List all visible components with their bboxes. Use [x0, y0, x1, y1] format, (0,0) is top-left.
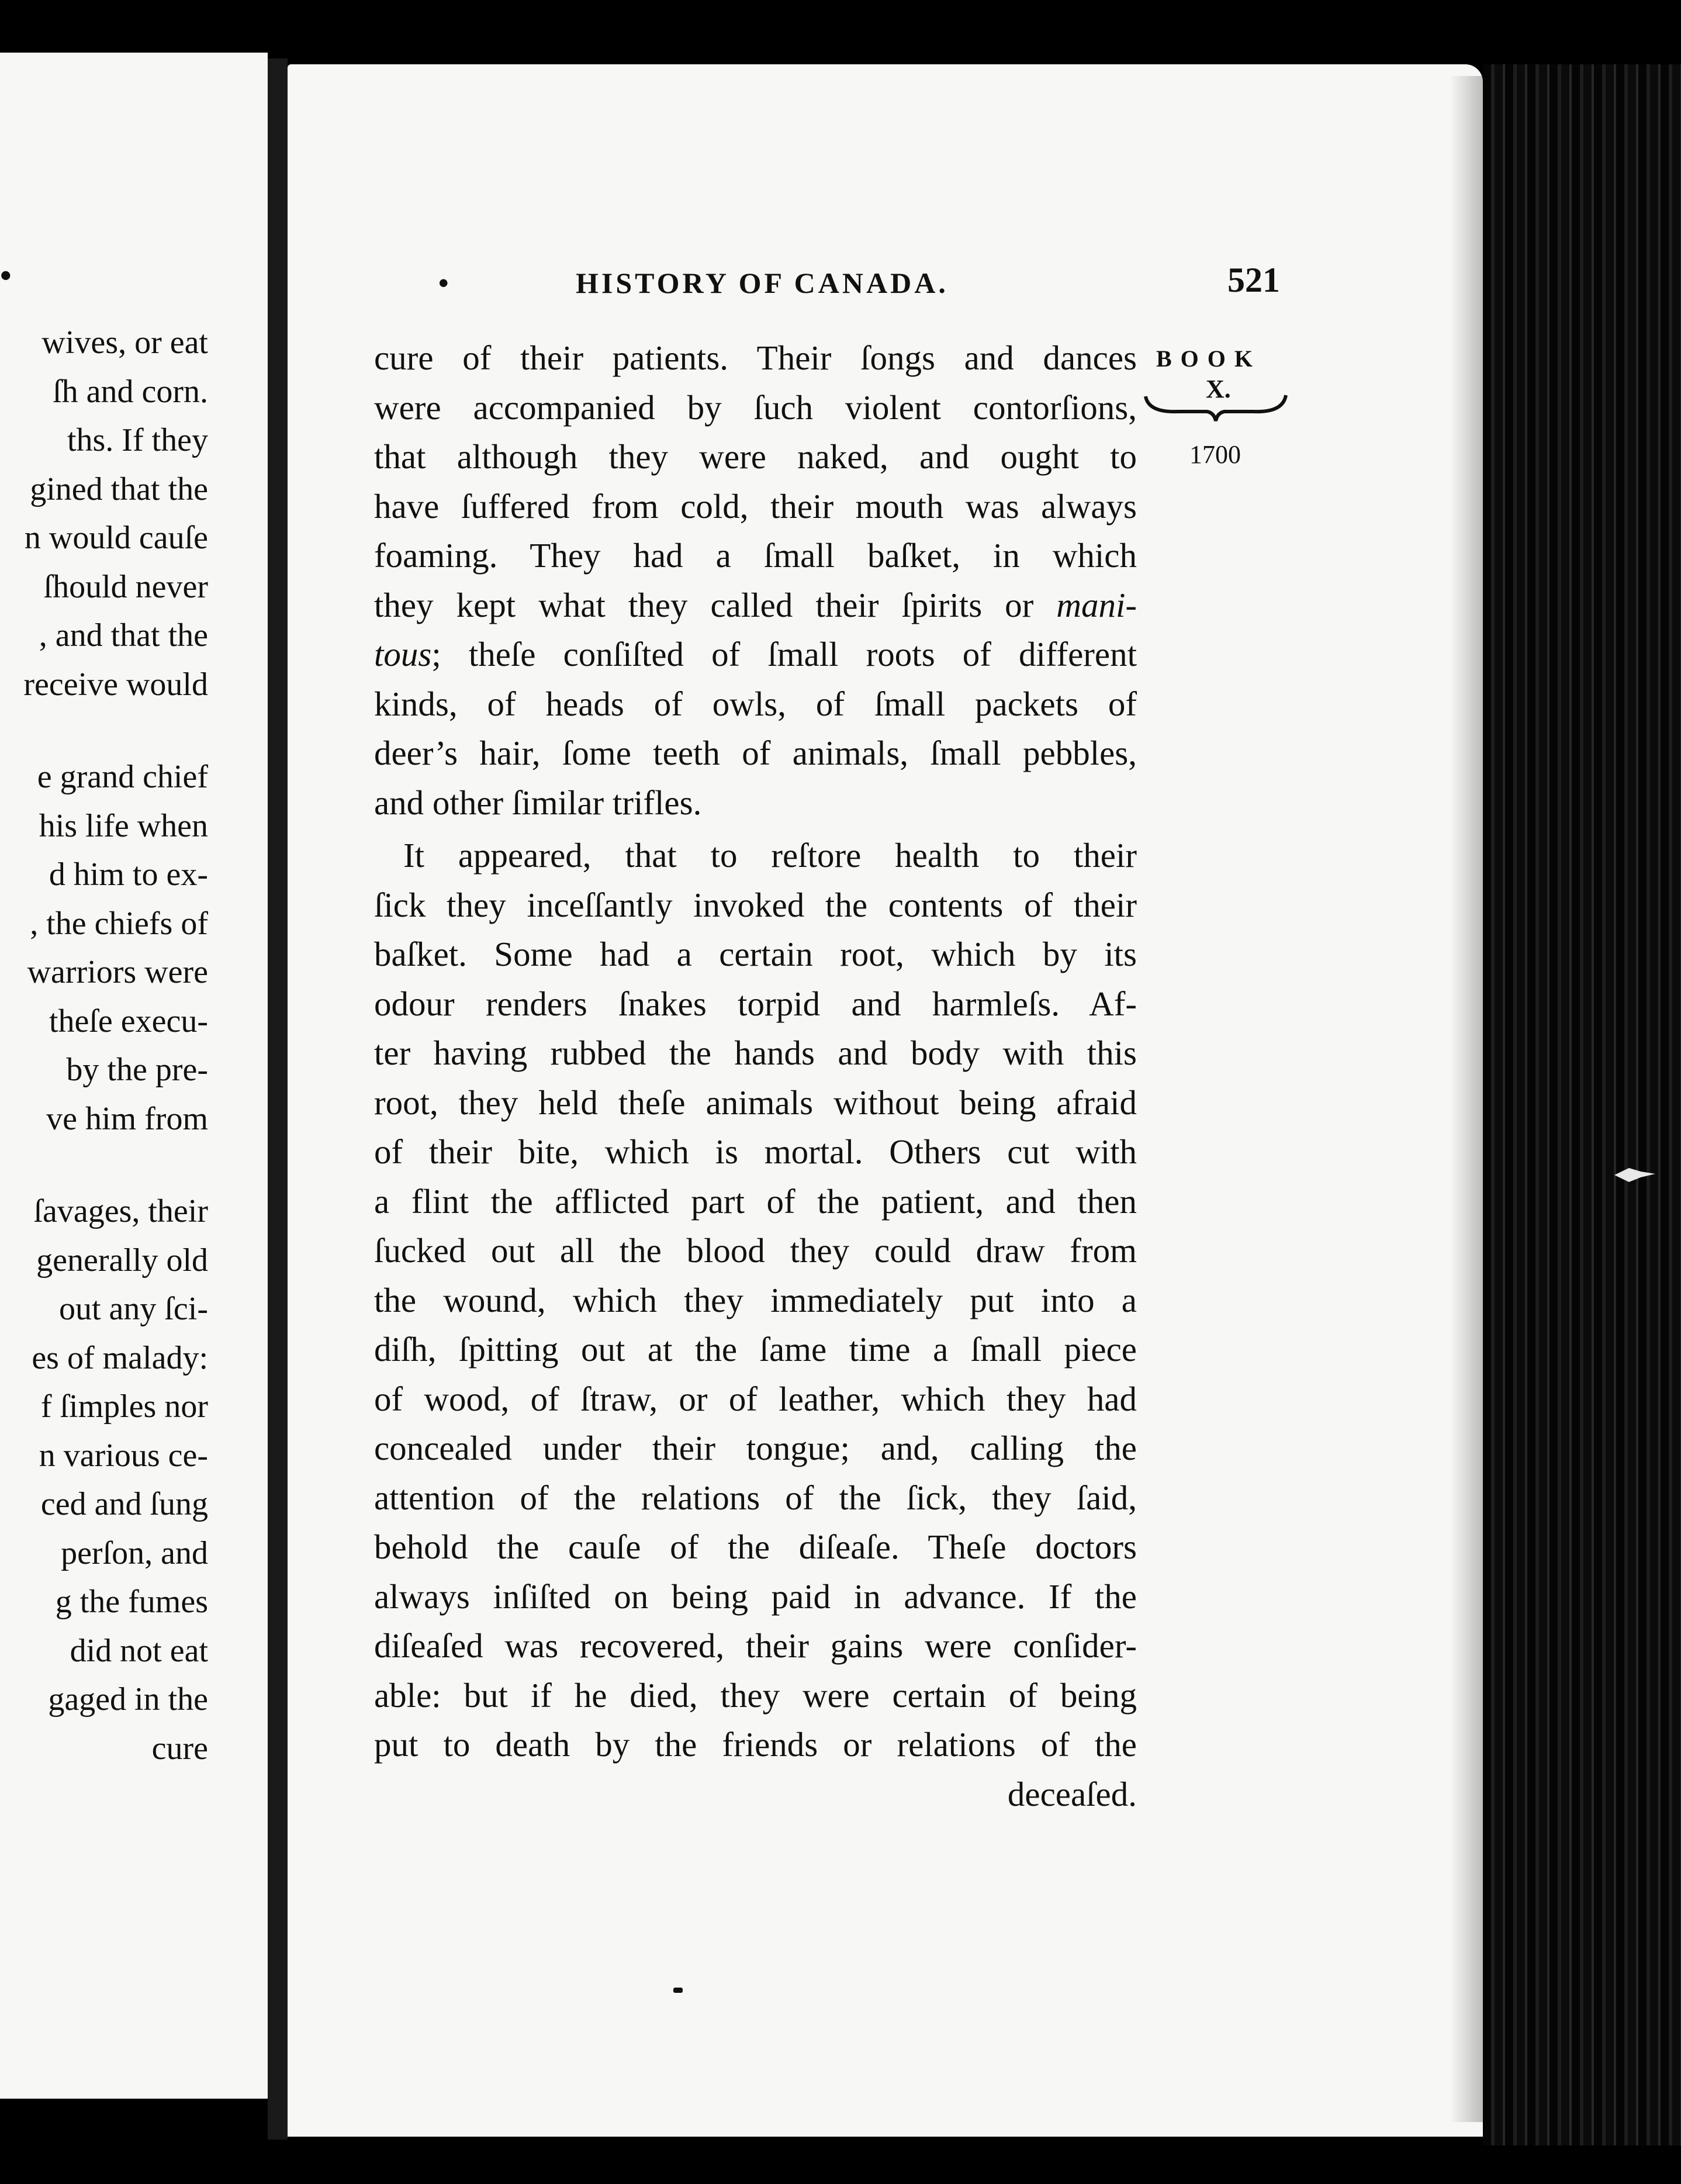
- left-line: perſon, and: [61, 1535, 208, 1571]
- margin-book-label: BOOK: [1156, 345, 1262, 372]
- text-line: ſick they inceſſantly invoked the contents of their: [374, 885, 1137, 924]
- text-line: diſh, ſpitting out at the ſame time a ſmall piece: [374, 1330, 1137, 1369]
- left-line: out any ſci-: [58, 1291, 208, 1327]
- text-line: It appeared, that to reſtore health to their: [403, 836, 1137, 875]
- left-line: did not eat: [70, 1632, 208, 1669]
- text-line: behold the cauſe of the diſeaſe. Theſe doctors: [374, 1528, 1137, 1566]
- left-line: ſh and corn.: [53, 373, 208, 410]
- page-tab-mark-icon: [1614, 1163, 1655, 1187]
- text-line: cure of their patients. Their ſongs and dances: [374, 338, 1137, 377]
- left-page-text: [23, 319, 208, 1773]
- running-head: HISTORY OF CANADA.: [576, 267, 949, 299]
- book-fore-edge: [1483, 64, 1681, 2145]
- left-line: , the chiefs of: [30, 905, 208, 942]
- text-line: diſeaſed was recovered, their gains were conſider-: [374, 1626, 1137, 1665]
- text-line: were accompanied by ſuch violent contorſions,: [374, 388, 1137, 427]
- left-line: receive would: [23, 666, 208, 703]
- left-line: n would cauſe: [24, 520, 208, 556]
- left-line-gap: [23, 1143, 208, 1187]
- text-segment: ; theſe conſiſted of ſmall roots of different: [431, 635, 1137, 673]
- margin-brace-icon: [1143, 391, 1289, 426]
- left-line: n various ce-: [39, 1437, 208, 1474]
- left-line: es of malady:: [32, 1339, 208, 1376]
- left-line: wives, or eat: [41, 324, 208, 361]
- left-line: his life when: [39, 807, 208, 844]
- left-line: ſhould never: [43, 568, 208, 605]
- text-line: ſucked out all the blood they could draw from: [374, 1231, 1137, 1270]
- text-line: deer’s hair, ſome teeth of animals, ſmall pebbles,: [374, 734, 1137, 772]
- text-line: root, they held theſe animals without being afraid: [374, 1083, 1137, 1122]
- text-line: kinds, of heads of owls, of ſmall packets of: [374, 684, 1137, 723]
- ink-mark: [673, 1988, 683, 1993]
- text-line: attention of the relations of the ſick, they ſaid,: [374, 1478, 1137, 1517]
- text-line: baſket. Some had a certain root, which by its: [374, 935, 1137, 973]
- left-line: , and that the: [39, 617, 208, 654]
- left-line: ths. If they: [67, 422, 208, 458]
- margin-year: 1700: [1189, 440, 1241, 469]
- text-line: [374, 630, 1137, 679]
- text-line: put to death by the friends or relations of the: [374, 1725, 1137, 1764]
- text-line: odour renders ſnakes torpid and harmleſs. Af-: [374, 984, 1137, 1023]
- left-line: gined that the: [30, 471, 208, 507]
- text-line: ter having rubbed the hands and body with this: [374, 1034, 1137, 1072]
- left-line: g the fumes: [55, 1584, 208, 1620]
- text-line: of their bite, which is mortal. Others cut with: [374, 1132, 1137, 1171]
- left-line: ced and ſung: [40, 1486, 208, 1522]
- page-edge-shadow: [1450, 76, 1485, 2122]
- left-line: d him to ex-: [49, 856, 208, 893]
- left-line: generally old: [36, 1242, 208, 1278]
- left-line: cure: [151, 1730, 208, 1767]
- left-line: f ſimples nor: [40, 1388, 208, 1425]
- left-line: theſe execu-: [49, 1003, 208, 1039]
- text-line: have ſuffered from cold, their mouth was always: [374, 486, 1137, 526]
- text-line: always inſiſted on being paid in advance. If the: [374, 1577, 1137, 1616]
- left-line: ſavages, their: [33, 1193, 208, 1229]
- text-line: concealed under their tongue; and, calling the: [374, 1429, 1137, 1467]
- body-text: [374, 333, 1137, 1819]
- page-number: 521: [1227, 261, 1280, 299]
- header-dot: •: [438, 267, 449, 299]
- text-line: [374, 580, 1137, 630]
- left-line-gap: [23, 709, 208, 753]
- text-line: and other ſimilar trifles.: [374, 783, 702, 822]
- left-line: gaged in the: [48, 1681, 208, 1718]
- text-line: that although they were naked, and ought to: [374, 437, 1137, 476]
- text-line: foaming. They had a ſmall baſket, in which: [374, 536, 1137, 575]
- text-line: the wound, which they immediately put into a: [374, 1280, 1137, 1319]
- text-line: a flint the afflicted part of the patient, and then: [374, 1181, 1137, 1221]
- left-page-dot: •: [0, 258, 12, 294]
- italic-word: mani-: [1056, 585, 1137, 624]
- left-line: ve him from: [46, 1100, 208, 1137]
- italic-word: tous: [374, 635, 432, 673]
- text-segment: they kept what they called their ſpirits or: [374, 585, 1034, 624]
- book-gutter: [268, 58, 288, 2140]
- text-line: deceaſed.: [1007, 1774, 1137, 1813]
- left-line: e grand chief: [37, 759, 208, 795]
- margin-volume-label: X.: [1206, 375, 1231, 403]
- left-line: warriors were: [27, 954, 208, 990]
- left-line: by the pre-: [66, 1052, 208, 1088]
- text-line: of wood, of ſtraw, or of leather, which they had: [374, 1379, 1137, 1418]
- text-line: able: but if he died, they were certain of being: [374, 1675, 1137, 1715]
